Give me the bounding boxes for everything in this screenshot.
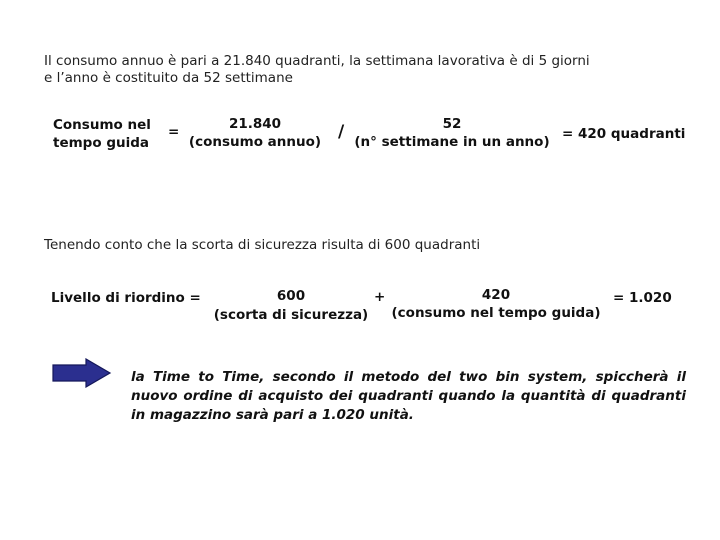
- safety-stock-text: Tenendo conto che la scorta di sicurezza risulta di 600 quadranti: [44, 237, 481, 253]
- formula1-result: = 420 quadranti: [562, 126, 686, 142]
- formula1-division-slash: /: [338, 122, 345, 142]
- intro-line-1: Il consumo annuo è pari a 21.840 quadranti, la settimana lavorativa è di 5 giorni: [44, 53, 590, 69]
- formula1-numerator-2: 52: [442, 116, 462, 132]
- formula2-value-1: 600: [276, 288, 306, 304]
- formula1-label-line-2: tempo guida: [53, 135, 149, 151]
- intro-text: [44, 53, 684, 87]
- formula1-label: [53, 116, 151, 152]
- formula2-plus: +: [374, 289, 386, 305]
- formula2-label: Livello di riordino =: [51, 290, 201, 306]
- formula2-subscript-2: (consumo nel tempo guida): [391, 305, 601, 321]
- formula2-result: = 1.020: [613, 290, 672, 306]
- formula1-subscript-1: (consumo annuo): [188, 134, 322, 150]
- formula1-subscript-2: (n° settimane in un anno): [354, 134, 550, 150]
- formula1-equals: =: [168, 124, 180, 140]
- formula2-subscript-1: (scorta di sicurezza): [213, 307, 369, 323]
- formula2-value-2: 420: [481, 287, 511, 303]
- intro-line-2: e l’anno è costituito da 52 settimane: [44, 70, 293, 86]
- right-arrow-icon: [52, 358, 112, 388]
- formula1-label-line-1: Consumo nel: [53, 117, 151, 133]
- conclusion-text: la Time to Time, secondo il metodo del two bin system, spiccherà il nuovo ordine di acquisto dei quadranti quando la quantità di quadranti in magazzino sarà pari a 1.020 unità.: [131, 369, 686, 423]
- formula1-numerator-1: 21.840: [228, 116, 282, 132]
